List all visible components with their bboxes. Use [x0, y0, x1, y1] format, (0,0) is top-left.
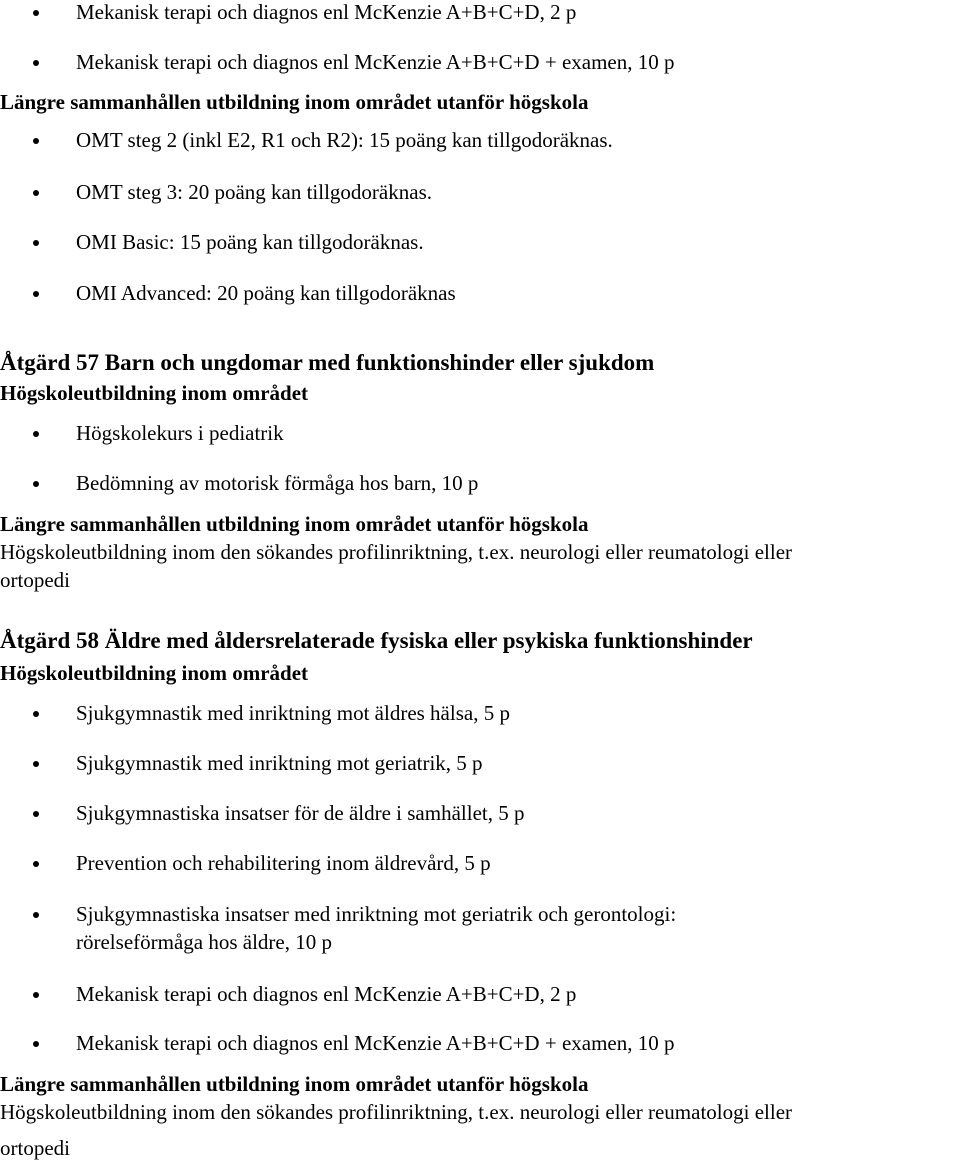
list-item — [0, 50, 675, 75]
subheading: Längre sammanhållen utbildning inom området utanför högskola — [0, 512, 589, 536]
bullet-icon — [33, 138, 39, 144]
list-item — [0, 902, 676, 955]
bullet-icon — [33, 10, 39, 16]
subheading: Längre sammanhållen utbildning inom området utanför högskola — [0, 1072, 589, 1096]
bullet-icon — [33, 912, 39, 918]
list-item-text: Sjukgymnastiska insatser med inriktning mot geriatrik och gerontologi: — [76, 902, 677, 926]
subheading: Högskoleutbildning inom området — [0, 661, 309, 685]
bullet-icon — [33, 431, 39, 437]
bullet-icon — [33, 481, 39, 487]
list-item — [0, 471, 478, 496]
list-item — [0, 281, 456, 306]
section-heading-57: Åtgärd 57 Barn och ungdomar med funktionshinder eller sjukdom — [0, 350, 655, 375]
list-item-text: rörelseförmåga hos äldre, 10 p — [76, 930, 332, 954]
bullet-icon — [33, 811, 39, 817]
paragraph-line: ortopedi — [0, 1136, 70, 1160]
list-item — [0, 801, 525, 826]
bullet-icon — [33, 861, 39, 867]
paragraph-line: Högskoleutbildning inom den sökandes profilinriktning, t.ex. neurologi eller reumatologi eller — [0, 1100, 793, 1124]
bullet-icon — [33, 190, 39, 196]
list-item — [0, 421, 284, 446]
list-item-text: OMI Advanced: 20 poäng kan tillgodoräknas — [76, 281, 456, 305]
bullet-icon — [33, 291, 39, 297]
list-item — [0, 701, 510, 726]
bullet-icon — [33, 1041, 39, 1047]
list-item-text: Mekanisk terapi och diagnos enl McKenzie A+B+C+D + examen, 10 p — [76, 1031, 675, 1055]
list-item — [0, 0, 576, 25]
list-item — [0, 982, 576, 1007]
list-item-text: Sjukgymnastik med inriktning mot geriatrik, 5 p — [76, 751, 483, 775]
list-item-text: Mekanisk terapi och diagnos enl McKenzie A+B+C+D, 2 p — [76, 982, 577, 1006]
paragraph-line: ortopedi — [0, 568, 70, 592]
bullet-icon — [33, 240, 39, 246]
list-item-text: Högskolekurs i pediatrik — [76, 421, 284, 445]
list-item — [0, 751, 483, 776]
section-heading-58: Åtgärd 58 Äldre med åldersrelaterade fysiska eller psykiska funktionshinder — [0, 628, 753, 653]
list-item — [0, 128, 613, 153]
list-item-text: OMT steg 2 (inkl E2, R1 och R2): 15 poäng kan tillgodoräknas. — [76, 128, 613, 152]
list-item — [0, 230, 424, 255]
list-item-text: Mekanisk terapi och diagnos enl McKenzie A+B+C+D + examen, 10 p — [76, 50, 675, 74]
subheading: Längre sammanhållen utbildning inom området utanför högskola — [0, 90, 589, 114]
list-item-text: Prevention och rehabilitering inom äldrevård, 5 p — [76, 851, 491, 875]
bullet-icon — [33, 60, 39, 66]
list-item — [0, 851, 491, 876]
bullet-icon — [33, 992, 39, 998]
list-item-text: Sjukgymnastik med inriktning mot äldres hälsa, 5 p — [76, 701, 510, 725]
list-item-text: Sjukgymnastiska insatser för de äldre i samhället, 5 p — [76, 801, 525, 825]
list-item-text: OMI Basic: 15 poäng kan tillgodoräknas. — [76, 230, 424, 254]
list-item-text: OMT steg 3: 20 poäng kan tillgodoräknas. — [76, 180, 432, 204]
bullet-icon — [33, 761, 39, 767]
bullet-icon — [33, 711, 39, 717]
list-item-text: Mekanisk terapi och diagnos enl McKenzie A+B+C+D, 2 p — [76, 0, 577, 24]
list-item-text: Bedömning av motorisk förmåga hos barn, 10 p — [76, 471, 479, 495]
list-item — [0, 180, 432, 205]
subheading: Högskoleutbildning inom området — [0, 381, 309, 405]
paragraph-line: Högskoleutbildning inom den sökandes profilinriktning, t.ex. neurologi eller reumatologi eller — [0, 540, 793, 564]
list-item — [0, 1031, 675, 1056]
